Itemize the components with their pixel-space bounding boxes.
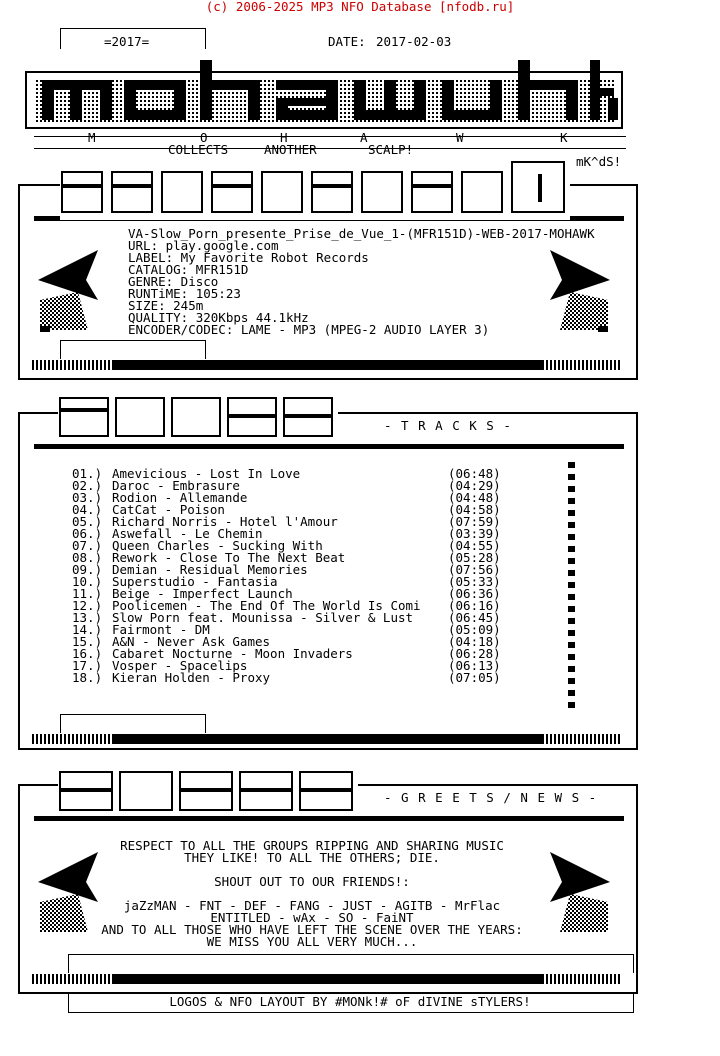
track-time: (03:39) (448, 526, 501, 541)
tagline-rule (34, 148, 626, 149)
track-time: (07:59) (448, 514, 501, 529)
track-time: (06:16) (448, 598, 501, 613)
release-bottom-dither-right (542, 360, 622, 370)
release-size: SIZE: 245m (128, 298, 204, 313)
track-number: 07.) (72, 538, 103, 553)
side-marker (568, 642, 575, 648)
tracks-tab (60, 714, 206, 733)
greets-line: ENTITLED - wAx - SO - FaiNT (210, 910, 414, 925)
track-title: Kieran Holden - Proxy (112, 670, 271, 685)
greets-bottom-dither (32, 974, 112, 984)
release-info-logo (60, 160, 570, 220)
greets-line: jaZzMAN - FNT - DEF - FANG - JUST - AGITB - MrFlac (123, 898, 501, 913)
side-marker (568, 702, 575, 708)
release-catalog: CATALOG: MFR151D (128, 262, 249, 277)
tracks-bottom-dither-right (542, 734, 622, 744)
side-marker (568, 534, 575, 540)
side-marker (568, 510, 575, 516)
track-title: Fairmont - DM (112, 622, 210, 637)
track-title: Demian - Residual Memories (112, 562, 308, 577)
track-title: Slow Porn feat. Mounissa - Silver & Lust (112, 610, 414, 625)
track-time: (07:05) (448, 670, 501, 685)
side-marker (568, 486, 575, 492)
right-ornament (540, 240, 620, 340)
track-title: A&N - Never Ask Games (112, 634, 271, 649)
track-number: 15.) (72, 634, 103, 649)
side-marker (568, 690, 575, 696)
greets-line: WE MISS YOU ALL VERY MUCH... (206, 934, 418, 949)
track-time: (06:28) (448, 646, 501, 661)
greets-tab (68, 954, 634, 973)
track-number: 02.) (72, 478, 103, 493)
track-number: 14.) (72, 622, 103, 637)
track-number: 05.) (72, 514, 103, 529)
track-list (72, 468, 532, 684)
signature: mK^dS! (576, 154, 622, 169)
track-time: (05:09) (448, 622, 501, 637)
side-marker (568, 666, 575, 672)
track-number: 03.) (72, 490, 103, 505)
track-number: 06.) (72, 526, 103, 541)
track-number: 12.) (72, 598, 103, 613)
release-label: LABEL: My Favorite Robot Records (128, 250, 369, 265)
tracks-side-markers (568, 462, 576, 712)
track-title: Aswefall - Le Chemin (112, 526, 263, 541)
release-runtime: RUNTiME: 105:23 (128, 286, 241, 301)
track-number: 11.) (72, 586, 103, 601)
release-codec: ENCODER/CODEC: LAME - MP3 (MPEG-2 AUDIO LAYER 3) (128, 322, 490, 337)
track-time: (06:45) (448, 610, 501, 625)
tracks-bottom-bar (112, 734, 542, 744)
letters-rule (34, 136, 626, 137)
release-tab (60, 340, 206, 359)
side-marker (568, 606, 575, 612)
release-bottom-dither (32, 360, 112, 370)
side-marker (568, 498, 575, 504)
side-marker (568, 630, 575, 636)
letter-k: K (560, 130, 568, 145)
track-number: 09.) (72, 562, 103, 577)
greets-line: SHOUT OUT TO OUR FRIENDS!: (214, 874, 410, 889)
side-marker (568, 618, 575, 624)
side-marker (568, 474, 575, 480)
side-marker (568, 570, 575, 576)
track-time: (06:36) (448, 586, 501, 601)
track-number: 10.) (72, 574, 103, 589)
track-time: (05:28) (448, 550, 501, 565)
date-value: 2017-02-03 (376, 34, 452, 49)
side-marker (568, 558, 575, 564)
greets-line: THEY LIKE! TO ALL THE OTHERS; DIE. (184, 850, 440, 865)
track-title: Poolicemen - The End Of The World Is Comi (112, 598, 421, 613)
side-marker (568, 546, 575, 552)
track-number: 04.) (72, 502, 103, 517)
release-genre: GENRE: Disco (128, 274, 219, 289)
release-url: URL: play.google.com (128, 238, 279, 253)
tagline-scalp: SCALP! (368, 142, 414, 157)
track-title: CatCat - Poison (112, 502, 225, 517)
greets-bottom-dither-right (542, 974, 622, 984)
release-bottom-bar (112, 360, 542, 370)
track-title: Rework - Close To The Next Beat (112, 550, 346, 565)
letter-h: H (280, 130, 288, 145)
track-time: (06:48) (448, 466, 501, 481)
side-marker (568, 522, 575, 528)
tagline-collects: COLLECTS (168, 142, 229, 157)
table-row (72, 672, 532, 684)
date-label: DATE: (328, 34, 366, 49)
track-number: 17.) (72, 658, 103, 673)
track-time: (06:13) (448, 658, 501, 673)
track-title: Daroc - Embrasure (112, 478, 240, 493)
footer-credit: LOGOS & NFO LAYOUT BY #MONk!# oF dIVINE sTYLERS! (169, 994, 531, 1009)
greets-logo (58, 758, 358, 818)
left-ornament (28, 240, 108, 340)
release-quality: QUALITY: 320Kbps 44.1kHz (128, 310, 309, 325)
letter-o: O (200, 130, 208, 145)
track-time: (04:58) (448, 502, 501, 517)
track-title: Cabaret Nocturne - Moon Invaders (112, 646, 353, 661)
letter-w: W (456, 130, 464, 145)
greets-right-ornament (540, 842, 620, 942)
greets-top-bar (34, 816, 624, 821)
release-name: VA-Slow_Porn_presente_Prise_de_Vue_1-(MFR151D)-WEB-2017-MOHAWK (128, 226, 595, 241)
track-time: (04:29) (448, 478, 501, 493)
side-marker (568, 654, 575, 660)
credit-line: (c) 2006-2025 MP3 NFO Database [nfodb.ru] (205, 0, 515, 14)
mohawk-logo (24, 52, 624, 132)
track-number: 18.) (72, 670, 103, 685)
track-time: (04:48) (448, 490, 501, 505)
track-title: Vosper - Spacelips (112, 658, 248, 673)
letter-a: A (360, 130, 368, 145)
track-time: (04:55) (448, 538, 501, 553)
track-title: Superstudio - Fantasia (112, 574, 278, 589)
track-number: 16.) (72, 646, 103, 661)
track-number: 13.) (72, 610, 103, 625)
side-marker (568, 582, 575, 588)
track-title: Beige - Imperfect Launch (112, 586, 293, 601)
track-number: 08.) (72, 550, 103, 565)
greets-title: - G R E E T S / N E W S - (384, 790, 598, 805)
letter-m: M (88, 130, 96, 145)
track-number: 01.) (72, 466, 103, 481)
greets-text (80, 840, 544, 948)
greets-line: RESPECT TO ALL THE GROUPS RIPPING AND SHARING MUSIC (120, 838, 504, 853)
greets-line: AND TO ALL THOSE WHO HAVE LEFT THE SCENE OVER THE YEARS: (101, 922, 523, 937)
track-time: (05:33) (448, 574, 501, 589)
tracks-title: - T R A C K S - (384, 418, 512, 433)
tracks-top-bar (34, 444, 624, 449)
track-title: Rodion - Allemande (112, 490, 248, 505)
track-title: Amevicious - Lost In Love (112, 466, 301, 481)
tracks-logo (58, 384, 338, 444)
track-time: (07:56) (448, 562, 501, 577)
track-title: Richard Norris - Hotel l'Amour (112, 514, 338, 529)
tracks-bottom-dither (32, 734, 112, 744)
tagline-another: ANOTHER (264, 142, 317, 157)
side-marker (568, 594, 575, 600)
track-title: Queen Charles - Sucking With (112, 538, 323, 553)
side-marker (568, 678, 575, 684)
side-marker (568, 462, 575, 468)
year-label: =2017= (104, 34, 150, 49)
greets-bottom-bar (112, 974, 542, 984)
track-time: (04:18) (448, 634, 501, 649)
